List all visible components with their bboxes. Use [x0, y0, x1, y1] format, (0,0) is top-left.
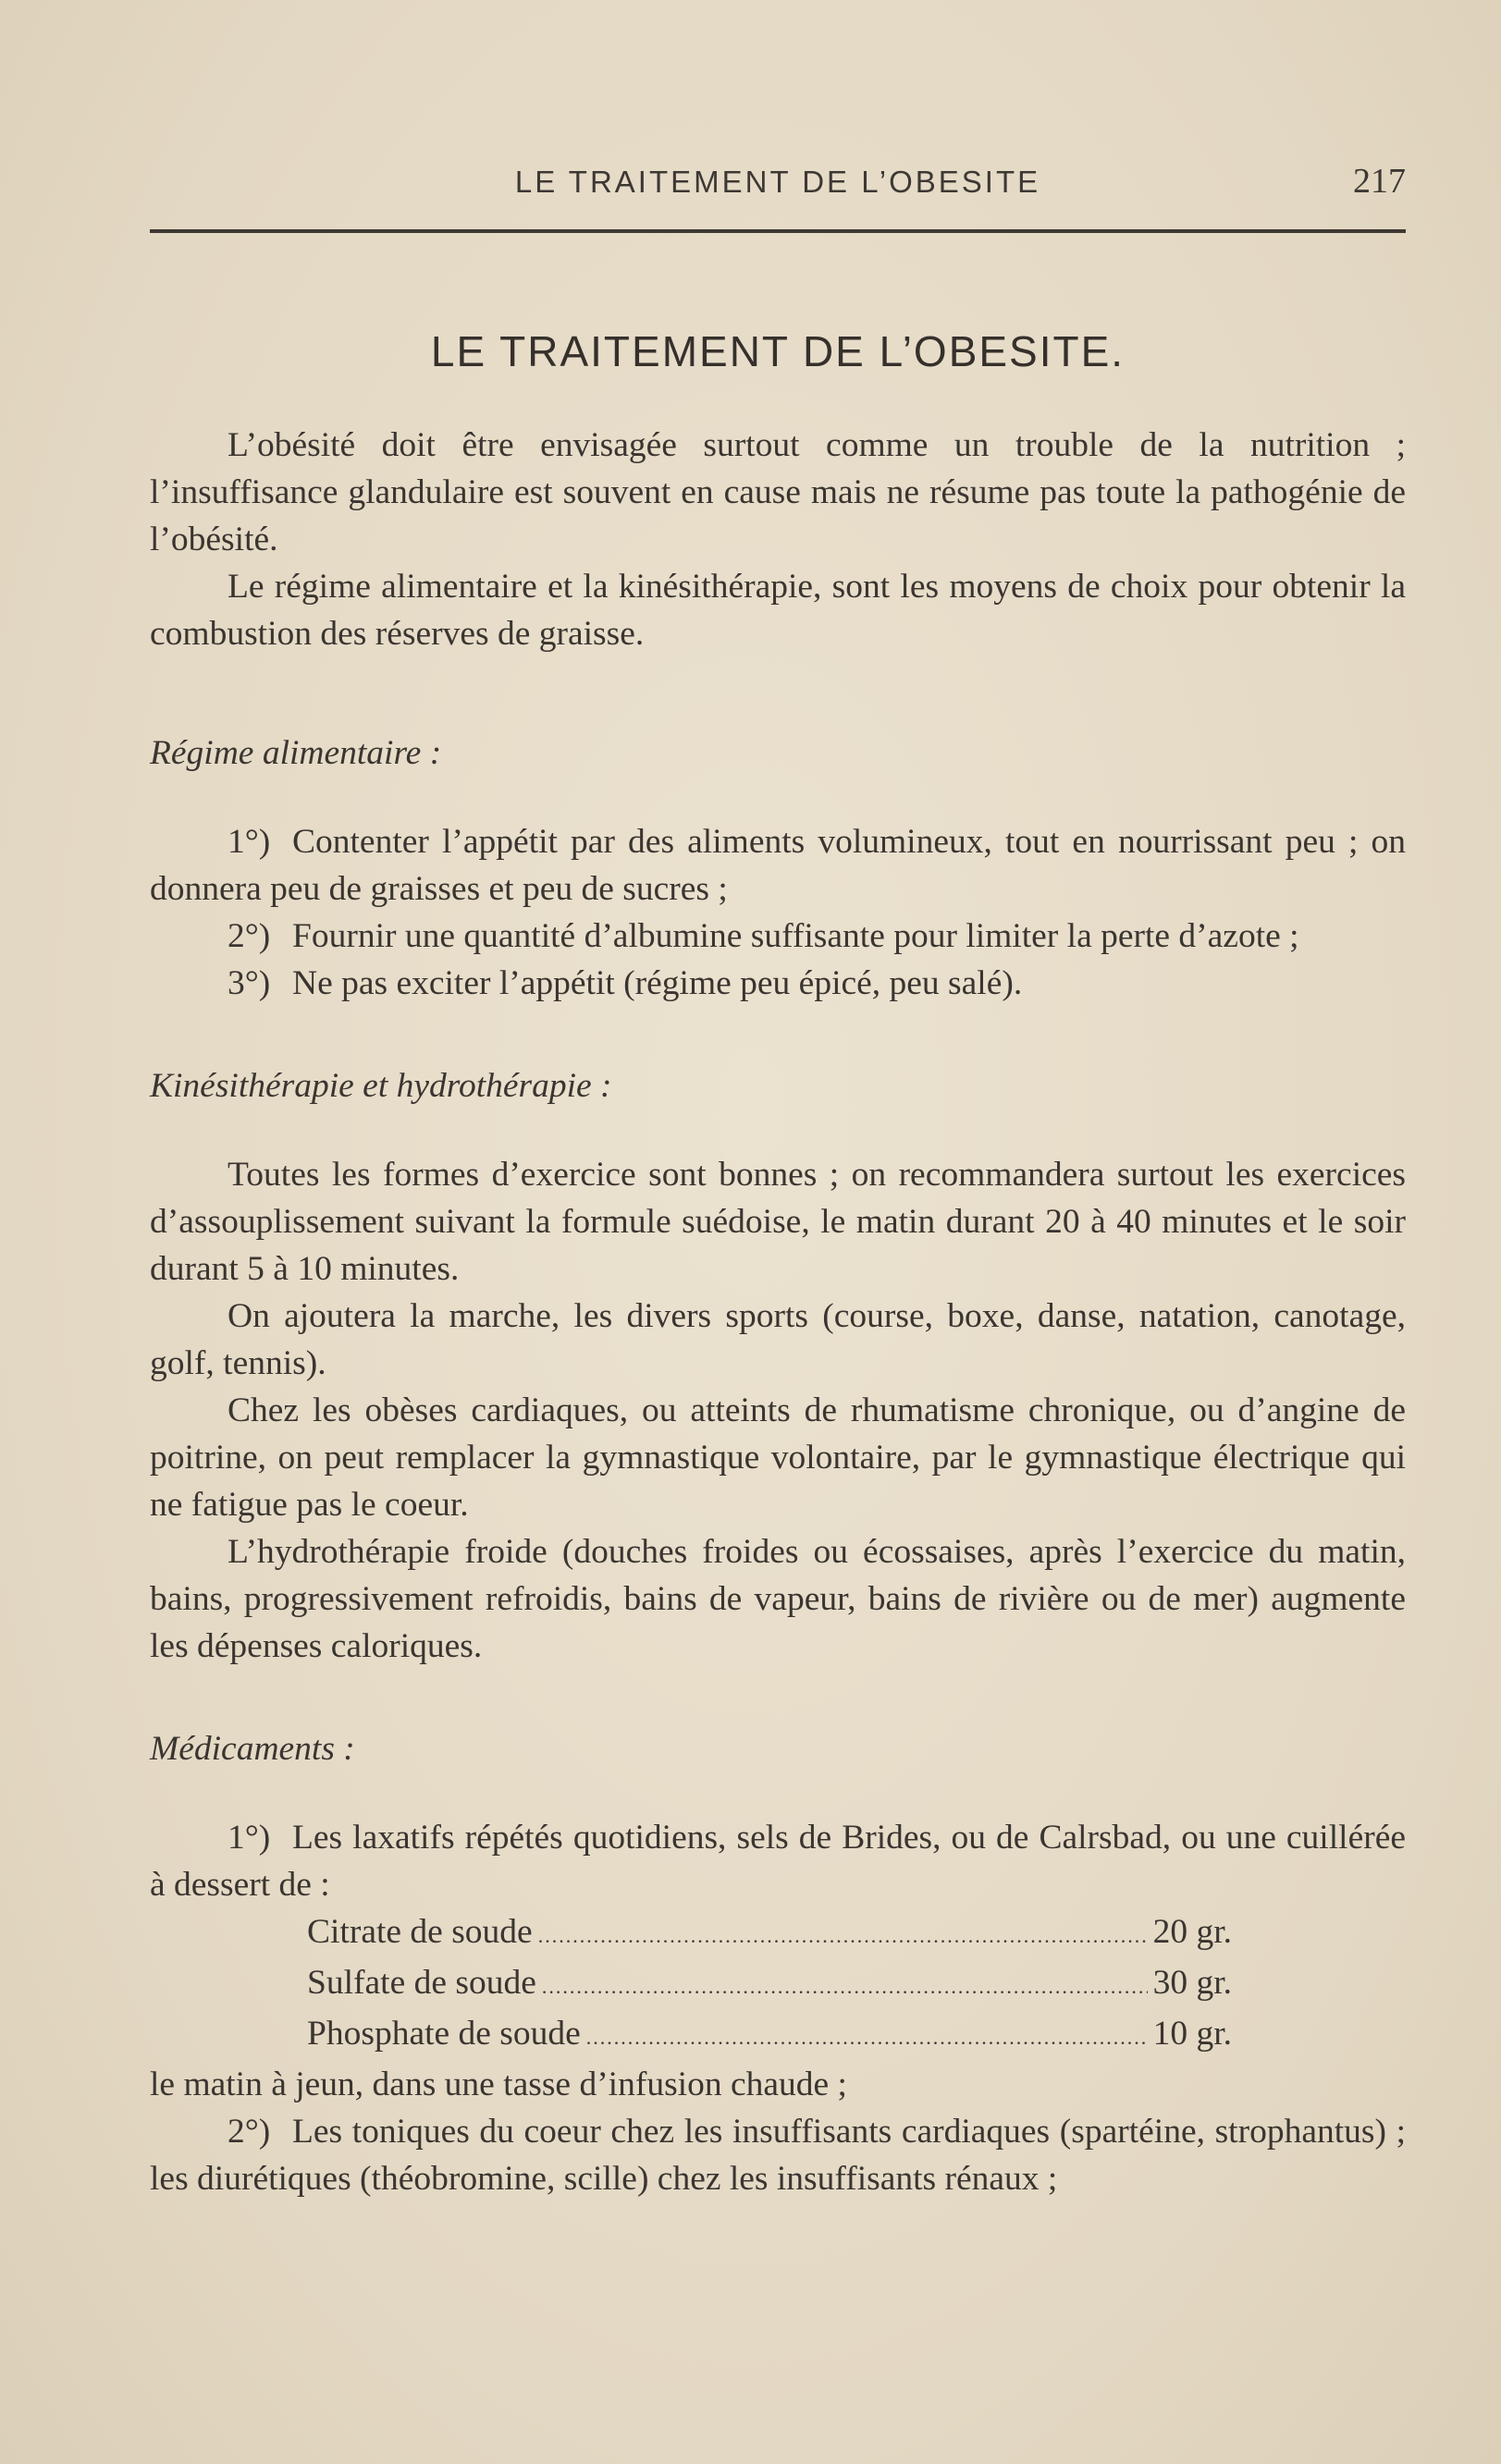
- leader-dots: [586, 2010, 1148, 2061]
- item-number: 2°): [228, 2113, 271, 2151]
- regime-item-2: [150, 913, 1406, 960]
- item-number: 3°): [228, 964, 271, 1002]
- kine-paragraph-2: On ajoutera la marche, les divers sports (course, boxe, danse, natation, canotage, golf, tennis).: [150, 1297, 1406, 1382]
- regime-item-3: [150, 960, 1406, 1007]
- leader-dots: [542, 1959, 1148, 2010]
- item-text: Les toniques du coeur chez les insuffisants cardiaques (spartéine, strophantus) ; les diurétiques (théobromine, scille) chez les insuffisants rénaux ;: [150, 2113, 1406, 2198]
- item-number: 1°): [228, 823, 271, 861]
- chapter-title: LE TRAITEMENT DE L’OBESITE.: [430, 327, 1126, 375]
- dose-name: Sulfate de soude: [307, 1964, 536, 2002]
- dose-amount: 10 gr.: [1152, 2015, 1232, 2053]
- leader-dots: [538, 1908, 1148, 1959]
- dose-row: [307, 1959, 1232, 2010]
- item-text: Contenter l’appétit par des aliments volumineux, tout en nourrissant peu ; on donnera peu de graisses et peu de sucres ;: [150, 823, 1406, 908]
- page-number: 217: [1353, 162, 1406, 201]
- medicament-item-2: [150, 2108, 1406, 2202]
- kine-paragraph-4: L’hydrothérapie froide (douches froides ou écossaises, après l’exercice du matin, bains, progressivement refroidis, bains de vapeur, bains de rivière ou de mer) augmente les dépenses caloriques.: [150, 1533, 1406, 1665]
- item-text: Fournir une quantité d’albumine suffisante pour limiter la perte d’azote ;: [292, 917, 1299, 955]
- dose-name: Phosphate de soude: [307, 2015, 581, 2053]
- running-title: LE TRAITEMENT DE L’OBESITE: [514, 165, 1041, 199]
- body-text: [150, 328, 1406, 2202]
- dose-amount: 20 gr.: [1152, 1913, 1232, 1951]
- section-heading-kinesitherapie: Kinésithérapie et hydrothérapie :: [150, 1067, 612, 1105]
- running-header: [150, 157, 1406, 213]
- dose-name: Citrate de soude: [307, 1913, 533, 1951]
- kine-paragraph-1: Toutes les formes d’exercice sont bonnes ; on recommandera surtout les exercices d’assouplissement suivant la formule suédoise, le matin durant 20 à 40 minutes et le soir durant 5 à 10 minutes.: [150, 1156, 1406, 1288]
- dose-list: [307, 1908, 1232, 2061]
- intro-paragraph-2: Le régime alimentaire et la kinésithérapie, sont les moyens de choix pour obtenir la combustion des réserves de graisse.: [150, 568, 1406, 653]
- dose-row: [307, 1908, 1232, 1959]
- dose-instructions: le matin à jeun, dans une tasse d’infusion chaude ;: [150, 2066, 847, 2103]
- section-heading-regime: Régime alimentaire :: [150, 734, 442, 772]
- section-heading-medicaments: Médicaments :: [150, 1730, 355, 1768]
- dose-amount: 30 gr.: [1152, 1964, 1232, 2002]
- medicament-item-1: [150, 1814, 1406, 1908]
- dose-row: [307, 2010, 1232, 2061]
- header-rule: [150, 229, 1406, 233]
- item-number: 2°): [228, 917, 271, 955]
- item-text: Les laxatifs répétés quotidiens, sels de Brides, ou de Calrsbad, ou une cuillérée à dessert de :: [150, 1819, 1406, 1904]
- regime-item-1: [150, 818, 1406, 913]
- item-number: 1°): [228, 1819, 271, 1857]
- item-text: Ne pas exciter l’appétit (régime peu épicé, peu salé).: [292, 964, 1023, 1002]
- intro-paragraph-1: L’obésité doit être envisagée surtout comme un trouble de la nutrition ; l’insuffisance glandulaire est souvent en cause mais ne résume pas toute la pathogénie de l’obésité.: [150, 426, 1406, 558]
- kine-paragraph-3: Chez les obèses cardiaques, ou atteints de rhumatisme chronique, ou d’angine de poitrine, on peut remplacer la gymnastique volontaire, par le gymnastique électrique qui ne fatigue pas le coeur.: [150, 1391, 1406, 1524]
